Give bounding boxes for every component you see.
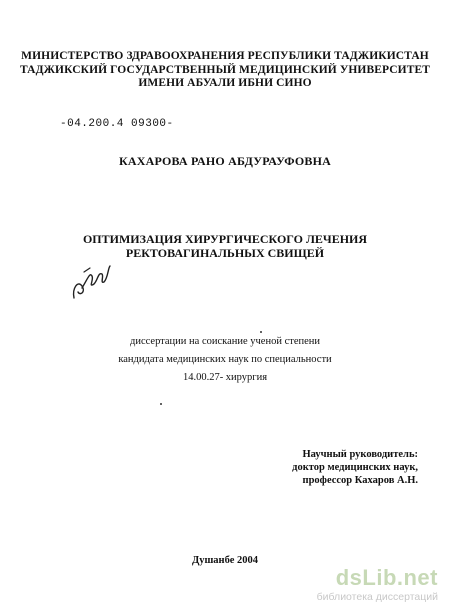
ministry-header: [0, 50, 450, 91]
header-line-named-after: ИМЕНИ АБУАЛИ ИБНИ СИНО: [138, 77, 312, 89]
archive-code: -04.200.4 09300-: [60, 118, 174, 130]
supervisor-line-3: профессор Кахаров А.Н.: [302, 475, 418, 486]
watermark-logo: dsLib.net: [335, 565, 438, 590]
header-line-ministry: МИНИСТЕРСТВО ЗДРАВООХРАНЕНИЯ РЕСПУБЛИКИ ТАДЖИКИСТАН: [21, 50, 429, 62]
degree-statement: [0, 333, 450, 387]
title-line-1: ОПТИМИЗАЦИЯ ХИРУРГИЧЕСКОГО ЛЕЧЕНИЯ: [82, 232, 368, 246]
header-line-university: ТАДЖИКСКИЙ ГОСУДАРСТВЕННЫЙ МЕДИЦИНСКИЙ УНИВЕРСИТЕТ: [19, 63, 431, 76]
degree-line-3: 14.00.27- хирургия: [182, 372, 268, 383]
speck-mark: [160, 403, 162, 405]
handwritten-signature: [68, 258, 114, 302]
city-year: Душанбе 2004: [191, 555, 259, 566]
scientific-supervisor: [292, 448, 418, 487]
watermark-tagline: библиотека диссертаций: [316, 591, 438, 603]
author-name: КАХАРОВА РАНО АБДУРАУФОВНА: [118, 154, 331, 168]
degree-line-2: кандидата медицинских наук по специальности: [118, 354, 332, 365]
supervisor-line-2: доктор медицинских наук,: [292, 462, 418, 473]
degree-line-1: диссертации на соискание ученой степени: [130, 336, 320, 347]
dissertation-title: [0, 232, 450, 260]
supervisor-line-1: Научный руководитель:: [302, 449, 418, 460]
title-line-2: РЕКТОВАГИНАЛЬНЫХ СВИЩЕЙ: [125, 246, 325, 260]
dslib-watermark: [278, 565, 438, 609]
